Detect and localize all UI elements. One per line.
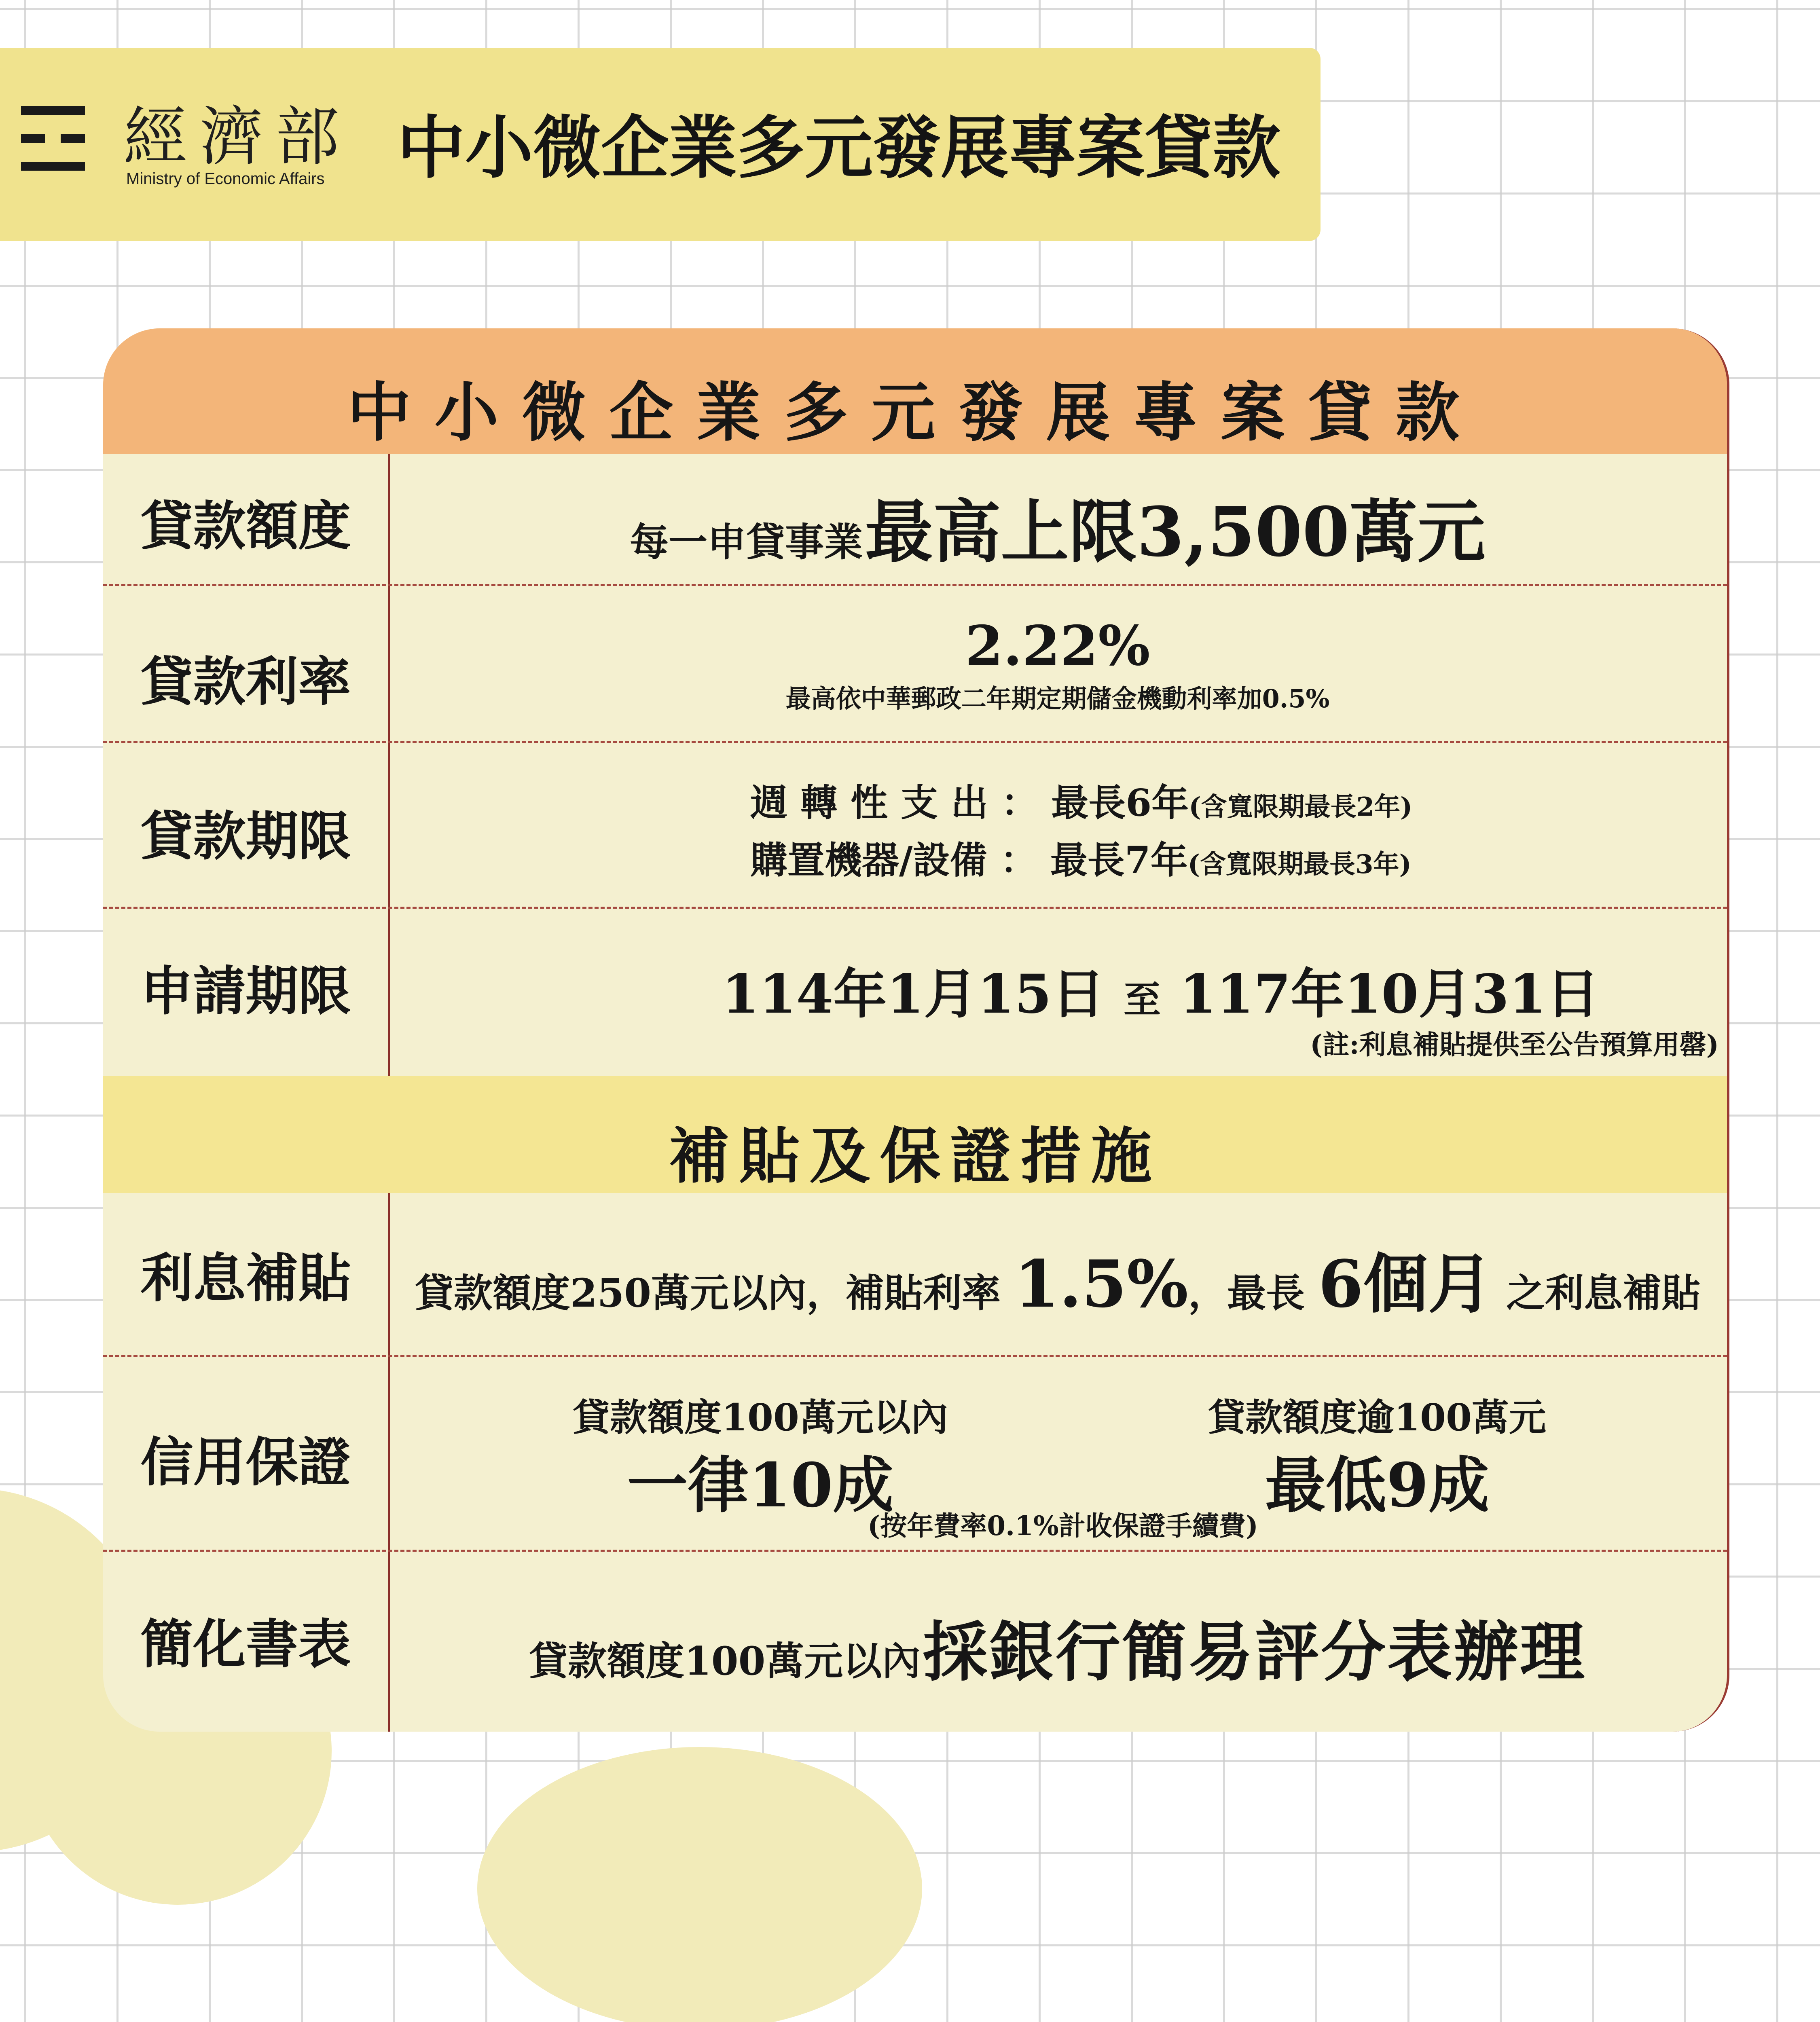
period-start: 114年1月15日: [722, 963, 1105, 1026]
simplified-value: 採銀行簡易評分表辦理: [923, 1614, 1586, 1690]
term-line-working-capital: [750, 773, 1412, 827]
loan-amount-text: [390, 478, 1725, 575]
interest-part3: 之利息補貼: [1506, 1270, 1701, 1316]
row-divider: [103, 1355, 1727, 1357]
application-period-text: [722, 951, 1600, 1028]
guarantee-right-cond: 貸款額度逾100萬元: [1208, 1396, 1547, 1439]
label-interest-subsidy: 利息補貼: [140, 1247, 351, 1309]
term-line1-value: 最長6年: [1051, 781, 1189, 825]
decor-blob-bottom: [477, 1747, 922, 2022]
term-line1-note: (含寬限期最長2年): [1189, 792, 1413, 822]
loan-amount-value: 最高上限3,500萬元: [865, 492, 1486, 572]
guarantee-right-value: 最低9成: [1265, 1450, 1490, 1521]
label-simplified-forms: 簡化書表: [140, 1613, 351, 1675]
section-header-subsidy: [103, 1076, 1727, 1193]
term-line2-note: (含寬限期最長3年): [1187, 849, 1412, 880]
interest-subsidy-text: [390, 1232, 1725, 1325]
row-divider: [103, 907, 1727, 909]
term-line2-colon: ：: [1000, 838, 1037, 882]
card-title: 中小微企業多元發展專案貸款: [347, 375, 1483, 450]
term-line2-value: 最長7年: [1050, 838, 1188, 882]
term-line-equipment: [750, 831, 1412, 884]
term-line1-colon: ：: [1001, 781, 1039, 825]
ministry-name-en: Ministry of Economic Affairs: [126, 170, 325, 188]
term-line2-name: 購置機器/設備: [750, 838, 987, 882]
label-credit-guarantee: 信用保證: [140, 1431, 351, 1493]
guarantee-note: (按年費率0.1%計收保證手續費): [868, 1510, 1258, 1542]
section-title: 補貼及保證措施: [669, 1121, 1162, 1192]
period-end: 117年10月31日: [1179, 963, 1600, 1026]
period-to: 至: [1124, 978, 1161, 1022]
ministry-logo-icon: [21, 106, 85, 171]
page-title: 中小微企業多元發展專案貸款: [397, 108, 1280, 188]
label-loan-amount: 貸款額度: [140, 495, 351, 557]
guarantee-left-cond: 貸款額度100萬元以內: [572, 1396, 948, 1439]
loan-rate-value: 2.22%: [965, 613, 1150, 678]
row-divider: [103, 1550, 1727, 1552]
row-divider: [103, 584, 1727, 586]
term-line1-name: 週 轉 性 支 出: [750, 781, 988, 825]
label-loan-term: 貸款期限: [140, 805, 351, 867]
row-divider: [103, 741, 1727, 743]
label-loan-rate: 貸款利率: [140, 651, 351, 713]
interest-part2: ，最長: [1188, 1270, 1305, 1316]
interest-part1: 貸款額度250萬元以內，補貼利率: [415, 1270, 1001, 1316]
guarantee-left-value: 一律10成: [627, 1450, 894, 1521]
loan-info-card: [103, 328, 1729, 1732]
interest-months: 6個月: [1318, 1246, 1493, 1322]
simplified-forms-text: [390, 1600, 1725, 1693]
ministry-name-cn: 經濟部: [123, 100, 351, 174]
loan-rate-note: 最高依中華郵政二年期定期儲金機動利率加0.5%: [785, 684, 1330, 713]
simplified-cond: 貸款額度100萬元以內: [529, 1638, 921, 1684]
period-note: (註:利息補貼提供至公告預算用罄): [1310, 1029, 1719, 1060]
card-header: [103, 328, 1727, 454]
interest-rate: 1.5%: [1014, 1246, 1188, 1322]
loan-amount-prefix: 每一申貸事業: [630, 519, 863, 565]
label-application-period: 申請期限: [140, 960, 351, 1022]
